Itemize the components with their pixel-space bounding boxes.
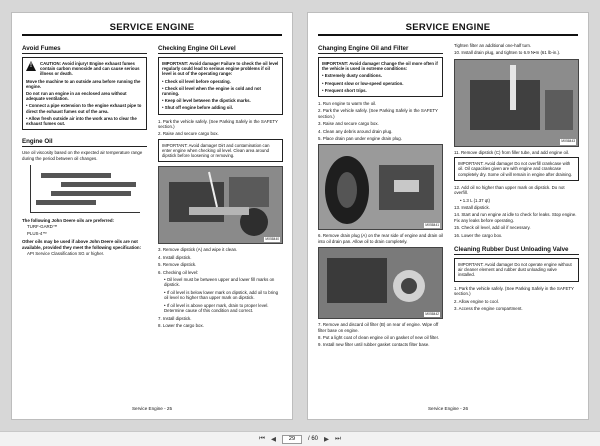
oil-filter-photo — [318, 247, 443, 319]
important-box-2: IMPORTANT: Avoid damage! Dirt and contamination can enter engine when checking oil level. Clean area around dipstick before loosening or removing. — [158, 139, 283, 163]
important-1-item: • Check oil level when the engine is cold and not running. — [162, 86, 279, 96]
page-total: / 60 — [307, 436, 318, 442]
page-26 — [307, 12, 589, 420]
viewer-toolbar — [0, 431, 600, 446]
viscosity-bar-4 — [36, 200, 96, 205]
section-title-checking-oil: Checking Engine Oil Level — [158, 45, 283, 54]
important-change-item: • Frequent short trips. — [322, 88, 439, 93]
important-box-valve: IMPORTANT: Avoid damage! Do not operate engine without air cleaner element and rubber dust unloading valve installed. — [454, 258, 579, 282]
filler-photo-graphic — [455, 60, 579, 147]
change-step-3: 3. Raise and secure cargo box. — [318, 121, 379, 127]
check-step-5: 5. Remove dipstick. — [158, 262, 197, 268]
check-step-7: 7. Install dipstick. — [158, 315, 192, 321]
section-title-cleaning-valve: Cleaning Rubber Dust Unloading Valve — [454, 246, 579, 255]
change-step-9: 9. Install new filter until rubber gasket contacts filter base. — [318, 342, 430, 348]
change-step-1: 1. Run engine to warm the oil. — [318, 101, 377, 107]
page-25 — [11, 12, 293, 420]
clean-step-2: 2. Allow engine to cool. — [454, 298, 499, 304]
important-box-1 — [158, 57, 283, 115]
change-step-4: 4. Clean any debris around drain plug. — [318, 128, 393, 134]
important-1-item: • Check oil level before operating. — [162, 79, 279, 84]
next-page-icon[interactable]: ▶ — [324, 436, 329, 443]
last-page-icon[interactable]: ⏭ — [335, 435, 341, 442]
tighten-note: Tighten filter an additional one-half turn. — [454, 43, 532, 48]
clean-step-1: 1. Park the vehicle safely. (See Parking Safely in the SAFETY section.) — [454, 285, 574, 297]
important-box-overfill: IMPORTANT: Avoid damage! Do not overfill crankcase with oil. Oil capacities given are with engine and crankcase completely dry. Some oil will remain in engine after draining. — [454, 157, 579, 181]
engine-dipstick-photo — [158, 166, 283, 244]
drain-plug-photo — [318, 144, 443, 230]
oil-item-2: PLUS-4™ — [27, 230, 47, 236]
right-column-1 — [318, 43, 443, 350]
photo-code: MX58443 — [561, 139, 575, 144]
left-column-2 — [158, 43, 283, 330]
page-header: SERVICE ENGINE — [22, 22, 282, 36]
dipstick-filler-photo — [454, 59, 579, 147]
left-column-1 — [22, 43, 147, 257]
change-step-13: 13. Install dipstick. — [454, 205, 490, 211]
caution-bullet-2: • Allow fresh outside air into the work area to clear the exhaust fumes out. — [26, 116, 143, 126]
warning-triangle-icon — [26, 61, 37, 71]
change-step-7: 7. Remove and discard oil filter (B) on rear of engine. Wipe off filter base on engine. — [318, 322, 439, 333]
change-step-11: 11. Remove dipstick (C) from filler tube, and add engine oil. — [454, 149, 570, 155]
check-step-1: 1. Park the vehicle safely. (See Parking Safely in the SAFETY section.) — [158, 118, 278, 130]
change-step-5: 5. Place drain pan under engine drain plug. — [318, 136, 402, 142]
check-step-2: 2. Raise and secure cargo box. — [158, 131, 219, 137]
caution-para-1: Move the machine to an outside area before running the engine. — [26, 78, 141, 89]
change-step-15: 15. Check oil level, add oil if necessary. — [454, 225, 531, 231]
change-step-16: 16. Lower the cargo box. — [454, 232, 503, 238]
caution-box — [22, 57, 147, 130]
check-sub-3: • If oil level is above upper mark, drain to proper level. Determine cause of this condition and correct. — [164, 302, 269, 314]
preferred-oils-title: The following John Deere oils are preferred: — [22, 218, 114, 224]
oil-viscosity-chart — [30, 165, 140, 213]
check-step-3: 3. Remove dipstick (A) and wipe it clean. — [158, 247, 238, 253]
important-change-item: • Frequent slow or low-speed operation. — [322, 81, 439, 86]
drain-photo-graphic — [319, 145, 443, 230]
other-oils-title: Other oils may be used if above John Deere oils are not available, provided they meet the following specification: — [22, 239, 142, 250]
important-change-lead: IMPORTANT: Avoid damage! Change the oil more often if the vehicle is used in extreme conditions: — [322, 61, 438, 72]
right-column-2 — [454, 41, 579, 313]
page-number-input[interactable] — [282, 435, 302, 444]
clean-step-3: 3. Access the engine compartment. — [454, 305, 523, 311]
viscosity-bar-2 — [61, 182, 136, 187]
change-step-2: 2. Park the vehicle safely. (See Parking Safely in the SAFETY section.) — [318, 108, 438, 119]
important-1-item: • Keep oil level between the dipstick marks. — [162, 98, 279, 103]
section-title-engine-oil: Engine Oil — [22, 138, 147, 147]
photo-code: MX58440 — [265, 237, 279, 242]
section-title-changing-oil: Changing Engine Oil and Filter — [318, 45, 443, 54]
oil-spec: API Service Classification SG or higher. — [27, 251, 105, 257]
important-1-item: • Shut off engine before adding oil. — [162, 105, 279, 110]
check-step-6: 6. Checking oil level: — [158, 269, 199, 275]
previous-page-icon[interactable]: ◀ — [270, 436, 276, 443]
photo-code: MX58442 — [425, 311, 439, 316]
engine-photo-graphic — [159, 167, 283, 244]
check-step-8: 8. Lower the cargo box. — [158, 322, 204, 328]
change-step-6: 6. Remove drain plug (A) on the rear side of engine and drain oil into oil drain pan. Allow oil to drain completely. — [318, 233, 443, 244]
check-sub-2: • If oil level is below lower mark on dipstick, add oil to bring oil level no higher than upper mark on dipstick. — [164, 289, 279, 301]
section-title-avoid-fumes: Avoid Fumes — [22, 45, 147, 54]
page-header: SERVICE ENGINE — [318, 22, 578, 36]
change-step-14: 14. Start and run engine at idle to check for leaks. Stop engine. Fix any leaks before operating. — [454, 212, 577, 223]
caution-para-2: Do not run an engine in an enclosed area without adequate ventilation. — [26, 91, 127, 102]
important-box-change — [318, 57, 443, 97]
first-page-icon[interactable]: ⏮ — [259, 435, 265, 442]
caution-bullet-1: • Connect a pipe extension to the engine exhaust pipe to direct the exhaust fumes out of the area. — [26, 103, 143, 113]
important-1-lead: IMPORTANT: Avoid damage! Failure to check the oil level regularly could lead to serious engine problems if oil level is out of the operating range: — [162, 61, 279, 77]
page-footer: Service Engine - 25 — [131, 406, 173, 411]
filter-photo-graphic — [319, 248, 443, 319]
change-step-10: 10. Install drain plug, and tighten to 6.9 N•m (61 lb-in.). — [454, 50, 561, 56]
viscosity-bar-1 — [41, 173, 111, 178]
change-step-8: 8. Put a light coat of clean engine oil on gasket of new oil filter. — [318, 335, 440, 341]
photo-code: MX58441 — [425, 223, 439, 228]
engine-oil-intro: Use oil viscosity based on the expected air temperature range during the period between oil changes. — [22, 150, 143, 161]
oil-capacity: • 1.3 L (1.37 qt) — [460, 197, 490, 203]
viscosity-bar-3 — [51, 191, 131, 196]
change-step-12: 12. Add oil no higher than upper mark on dipstick. Do not overfill. — [454, 184, 565, 196]
check-step-4: 4. Install dipstick. — [158, 254, 192, 260]
check-sub-1: • Oil level must be between upper and lower fill marks on dipstick. — [164, 277, 275, 288]
important-change-item: • Extremely dusty conditions. — [322, 73, 439, 78]
oil-item-1: TURF-GARD™ — [27, 224, 58, 230]
caution-text: CAUTION: Avoid injury! Engine exhaust fumes contain carbon monoxide and can cause serious illness or death. — [40, 61, 140, 77]
page-footer: Service Engine - 26 — [427, 406, 469, 411]
